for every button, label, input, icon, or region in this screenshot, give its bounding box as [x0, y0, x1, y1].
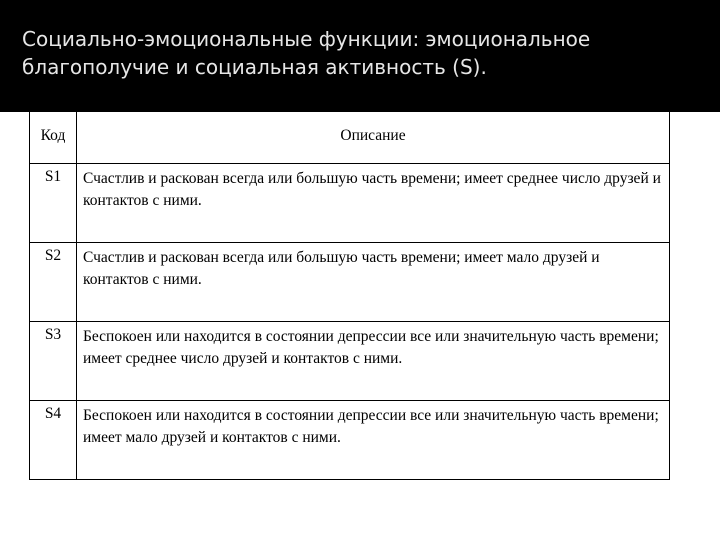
table-row — [30, 401, 670, 480]
description-cell: Счастлив и раскован всегда или большую часть времени; имеет среднее число друзей и контактов с ними. — [77, 164, 670, 243]
code-cell: S2 — [30, 243, 77, 322]
description-cell: Счастлив и раскован всегда или большую часть времени; имеет мало друзей и контактов с ними. — [77, 243, 670, 322]
table-row — [30, 164, 670, 243]
code-cell: S4 — [30, 401, 77, 480]
slide-title: Социально-эмоциональные функции: эмоциональное благополучие и социальная активность (S). — [22, 27, 591, 79]
code-cell: S1 — [30, 164, 77, 243]
title-banner — [0, 0, 720, 112]
description-cell: Беспокоен или находится в состоянии депрессии все или значительную часть времени; имеет среднее число друзей и контактов с ними. — [77, 322, 670, 401]
description-cell: Беспокоен или находится в состоянии депрессии все или значительную часть времени; имеет мало друзей и контактов с ними. — [77, 401, 670, 480]
functions-table — [29, 100, 670, 480]
table-row — [30, 322, 670, 401]
code-cell: S3 — [30, 322, 77, 401]
description-column-header: Описание — [77, 101, 670, 164]
table-row — [30, 243, 670, 322]
code-column-header: Код — [30, 101, 77, 164]
